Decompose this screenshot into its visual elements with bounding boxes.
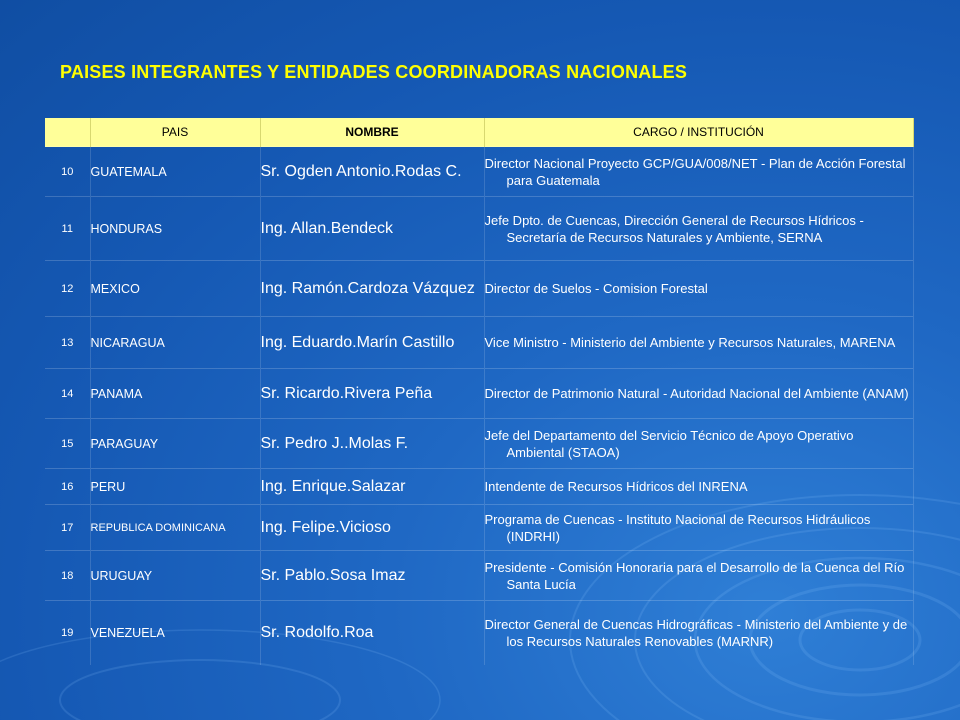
row-number: 11	[45, 197, 90, 261]
table-row	[45, 505, 913, 551]
row-number: 10	[45, 147, 90, 197]
row-number: 13	[45, 317, 90, 369]
position-institution: Intendente de Recursos Hídricos del INRENA	[484, 479, 748, 494]
table-header-row	[45, 118, 913, 147]
table-row	[45, 261, 913, 317]
slide-title: PAISES INTEGRANTES Y ENTIDADES COORDINADORAS NACIONALES	[60, 62, 688, 82]
row-number: 12	[45, 261, 90, 317]
country-name: PERU	[90, 469, 260, 505]
row-number: 17	[45, 505, 90, 551]
country-name: NICARAGUA	[90, 317, 260, 369]
table-row	[45, 197, 913, 261]
row-number: 15	[45, 419, 90, 469]
row-number: 16	[45, 469, 90, 505]
position-institution: Director General de Cuencas Hidrográficas - Ministerio del Ambiente y de los Recursos Naturales Renovables (MARNR)	[484, 616, 908, 649]
row-number: 18	[45, 551, 90, 601]
country-name: REPUBLICA DOMINICANA	[90, 521, 226, 534]
person-name: Sr. Pablo.Sosa Imaz	[260, 566, 406, 584]
position-institution: Director Nacional Proyecto GCP/GUA/008/NET - Plan de Acción Forestal para Guatemala	[484, 155, 906, 188]
country-name: MEXICO	[90, 261, 260, 317]
person-name: Ing. Allan.Bendeck	[260, 219, 394, 237]
person-name: Sr. Pedro J..Molas F.	[260, 434, 409, 452]
header-pais: PAIS	[90, 118, 260, 147]
person-name: Ing. Felipe.Vicioso	[260, 518, 391, 536]
position-institution: Director de Patrimonio Natural - Autoridad Nacional del Ambiente (ANAM)	[484, 386, 909, 401]
row-number: 14	[45, 369, 90, 419]
table-row	[45, 551, 913, 601]
countries-table	[45, 118, 914, 665]
header-num	[45, 118, 90, 147]
position-institution: Jefe Dpto. de Cuencas, Dirección General de Recursos Hídricos - Secretaría de Recursos Naturales y Ambiente, SERNA	[484, 212, 864, 245]
table-row	[45, 317, 913, 369]
row-number: 19	[45, 601, 90, 665]
position-institution: Vice Ministro - Ministerio del Ambiente y Recursos Naturales, MARENA	[484, 335, 896, 350]
country-name: URUGUAY	[90, 551, 260, 601]
person-name: Ing. Enrique.Salazar	[260, 477, 406, 495]
table-row	[45, 369, 913, 419]
position-institution: Jefe del Departamento del Servicio Técnico de Apoyo Operativo Ambiental (STAOA)	[484, 427, 854, 460]
table-row	[45, 469, 913, 505]
table-row	[45, 419, 913, 469]
table-row	[45, 601, 913, 665]
country-name: PARAGUAY	[90, 419, 260, 469]
country-name: HONDURAS	[90, 197, 260, 261]
person-name: Sr. Ogden Antonio.Rodas C.	[260, 162, 462, 180]
person-name: Sr. Ricardo.Rivera Peña	[260, 384, 433, 402]
header-cargo: CARGO / INSTITUCIÓN	[484, 118, 913, 147]
country-name: PANAMA	[90, 369, 260, 419]
position-institution: Programa de Cuencas - Instituto Nacional de Recursos Hidráulicos (INDRHI)	[484, 511, 871, 544]
header-nombre: NOMBRE	[260, 118, 484, 147]
country-name: VENEZUELA	[90, 601, 260, 665]
table-row	[45, 147, 913, 197]
person-name: Ing. Eduardo.Marín Castillo	[260, 333, 455, 351]
country-name: GUATEMALA	[90, 147, 260, 197]
person-name: Ing. Ramón.Cardoza Vázquez	[260, 279, 475, 297]
position-institution: Director de Suelos - Comision Forestal	[484, 281, 708, 296]
position-institution: Presidente - Comisión Honoraria para el Desarrollo de la Cuenca del Río Santa Lucía	[484, 559, 905, 592]
person-name: Sr. Rodolfo.Roa	[260, 623, 374, 641]
